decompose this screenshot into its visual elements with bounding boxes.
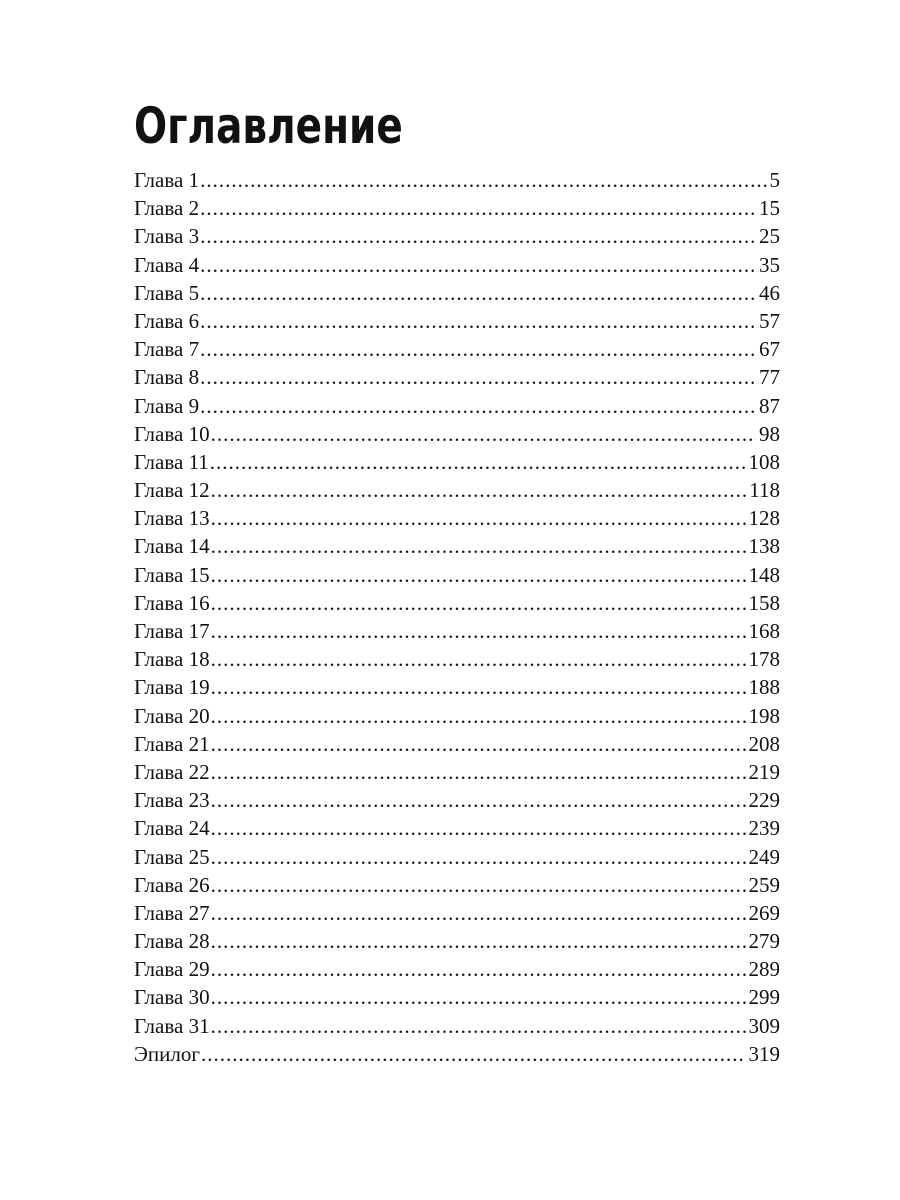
dot-leader [211,420,756,448]
dot-leader [211,927,746,955]
toc-entry [134,814,780,842]
toc-entry [134,730,780,758]
toc-entry [134,843,780,871]
toc-entry [134,279,780,307]
toc-entry-page: 188 [748,675,780,700]
dot-leader [211,617,746,645]
toc-entry-title: Глава 30 [134,985,210,1010]
toc-entry-page: 229 [748,788,780,813]
toc-entry [134,1012,780,1040]
dot-leader [200,166,766,194]
toc-entry [134,251,780,279]
dot-leader [211,814,746,842]
dot-leader [211,899,746,927]
toc-entry [134,645,780,673]
toc-entry-page: 259 [748,872,780,897]
toc-entry-title: Глава 17 [134,619,210,643]
toc-entry-page: 15 [759,196,780,221]
dot-leader [200,222,756,250]
toc-entry [134,702,780,730]
toc-entry-page: 239 [748,816,780,841]
toc-entry-title: Глава 2 [134,196,200,221]
dot-leader [211,645,746,673]
table-of-contents [134,166,780,1068]
toc-entry-page: 138 [748,534,780,559]
toc-entry-page: 319 [748,1041,780,1066]
dot-leader [200,392,756,420]
toc-entry-page: 35 [759,252,780,277]
toc-entry-title: Глава 3 [134,224,200,249]
dot-leader [200,335,756,363]
dot-leader [210,448,746,476]
dot-leader [211,1012,746,1040]
toc-entry-title: Глава 1 [134,168,200,192]
toc-entry-title: Глава 28 [134,929,210,954]
toc-entry-page: 269 [748,900,780,925]
toc-entry-title: Глава 16 [134,590,210,615]
toc-entry [134,927,780,955]
toc-entry [134,504,780,532]
toc-entry-page: 249 [748,844,780,869]
dot-leader [211,673,746,701]
toc-entry [134,392,780,420]
toc-entry-page: 5 [769,168,780,192]
toc-entry-page: 98 [759,421,780,446]
toc-entry-title: Эпилог [134,1041,200,1066]
toc-entry-title: Глава 5 [134,280,200,305]
dot-leader [200,307,756,335]
dot-leader [211,702,746,730]
toc-entry-title: Глава 4 [134,252,200,277]
toc-entry-page: 299 [748,985,780,1010]
dot-leader [200,251,756,279]
toc-entry-page: 67 [759,337,780,362]
dot-leader [211,983,746,1011]
toc-entry-title: Глава 31 [134,1013,210,1038]
dot-leader [211,871,746,899]
toc-entry [134,561,780,589]
toc-entry [134,899,780,927]
page-title: Оглавление [134,97,403,155]
toc-entry-title: Глава 13 [134,506,210,531]
dot-leader [211,955,746,983]
dot-leader [211,561,746,589]
dot-leader [211,589,746,617]
toc-entry-page: 208 [748,731,780,756]
dot-leader [200,363,756,391]
toc-entry-title: Глава 26 [134,872,210,897]
toc-entry-page: 198 [748,703,780,728]
toc-entry-page: 168 [748,619,780,643]
dot-leader [211,476,747,504]
toc-entry-title: Глава 20 [134,703,210,728]
dot-leader [211,843,746,871]
toc-entry-page: 118 [749,478,780,503]
toc-entry-title: Глава 9 [134,393,200,418]
toc-entry [134,335,780,363]
toc-entry-title: Глава 19 [134,675,210,700]
toc-entry-page: 289 [748,957,780,982]
toc-entry-page: 46 [759,280,780,305]
toc-entry-title: Глава 29 [134,957,210,982]
toc-entry-page: 309 [748,1013,780,1038]
toc-entry [134,363,780,391]
toc-entry-page: 25 [759,224,780,249]
dot-leader [200,194,756,222]
dot-leader [211,786,746,814]
toc-entry [134,532,780,560]
toc-entry-page: 128 [748,506,780,531]
toc-entry [134,983,780,1011]
dot-leader [201,1040,746,1068]
toc-entry-title: Глава 10 [134,421,210,446]
toc-entry-title: Глава 8 [134,365,200,390]
toc-entry [134,194,780,222]
dot-leader [211,758,746,786]
dot-leader [211,532,746,560]
dot-leader [211,730,746,758]
dot-leader [200,279,756,307]
toc-entry-title: Глава 18 [134,647,210,672]
toc-entry-page: 148 [748,562,780,587]
toc-entry-epilogue [134,1040,780,1068]
toc-entry [134,222,780,250]
toc-entry-title: Глава 14 [134,534,210,559]
toc-entry [134,166,780,194]
toc-entry [134,476,780,504]
toc-entry [134,617,780,645]
toc-entry [134,786,780,814]
toc-entry-page: 77 [759,365,780,390]
toc-entry [134,448,780,476]
toc-entry-title: Глава 7 [134,337,200,362]
toc-entry [134,871,780,899]
toc-entry-page: 87 [759,393,780,418]
toc-entry-page: 108 [748,449,780,474]
toc-entry [134,420,780,448]
toc-entry-title: Глава 15 [134,562,210,587]
toc-entry [134,758,780,786]
toc-entry-page: 158 [748,590,780,615]
toc-entry [134,589,780,617]
toc-entry [134,673,780,701]
toc-entry-title: Глава 12 [134,478,210,503]
toc-entry-title: Глава 11 [134,449,209,474]
toc-entry-title: Глава 21 [134,731,210,756]
toc-entry-title: Глава 6 [134,308,200,333]
toc-entry [134,955,780,983]
dot-leader [211,504,746,532]
toc-entry-page: 57 [759,308,780,333]
toc-entry-page: 279 [748,929,780,954]
toc-entry-page: 178 [748,647,780,672]
toc-entry-page: 219 [748,759,780,784]
toc-entry-title: Глава 24 [134,816,210,841]
toc-entry-title: Глава 23 [134,788,210,813]
toc-entry [134,307,780,335]
toc-entry-title: Глава 22 [134,759,210,784]
toc-entry-title: Глава 27 [134,900,210,925]
toc-entry-title: Глава 25 [134,844,210,869]
